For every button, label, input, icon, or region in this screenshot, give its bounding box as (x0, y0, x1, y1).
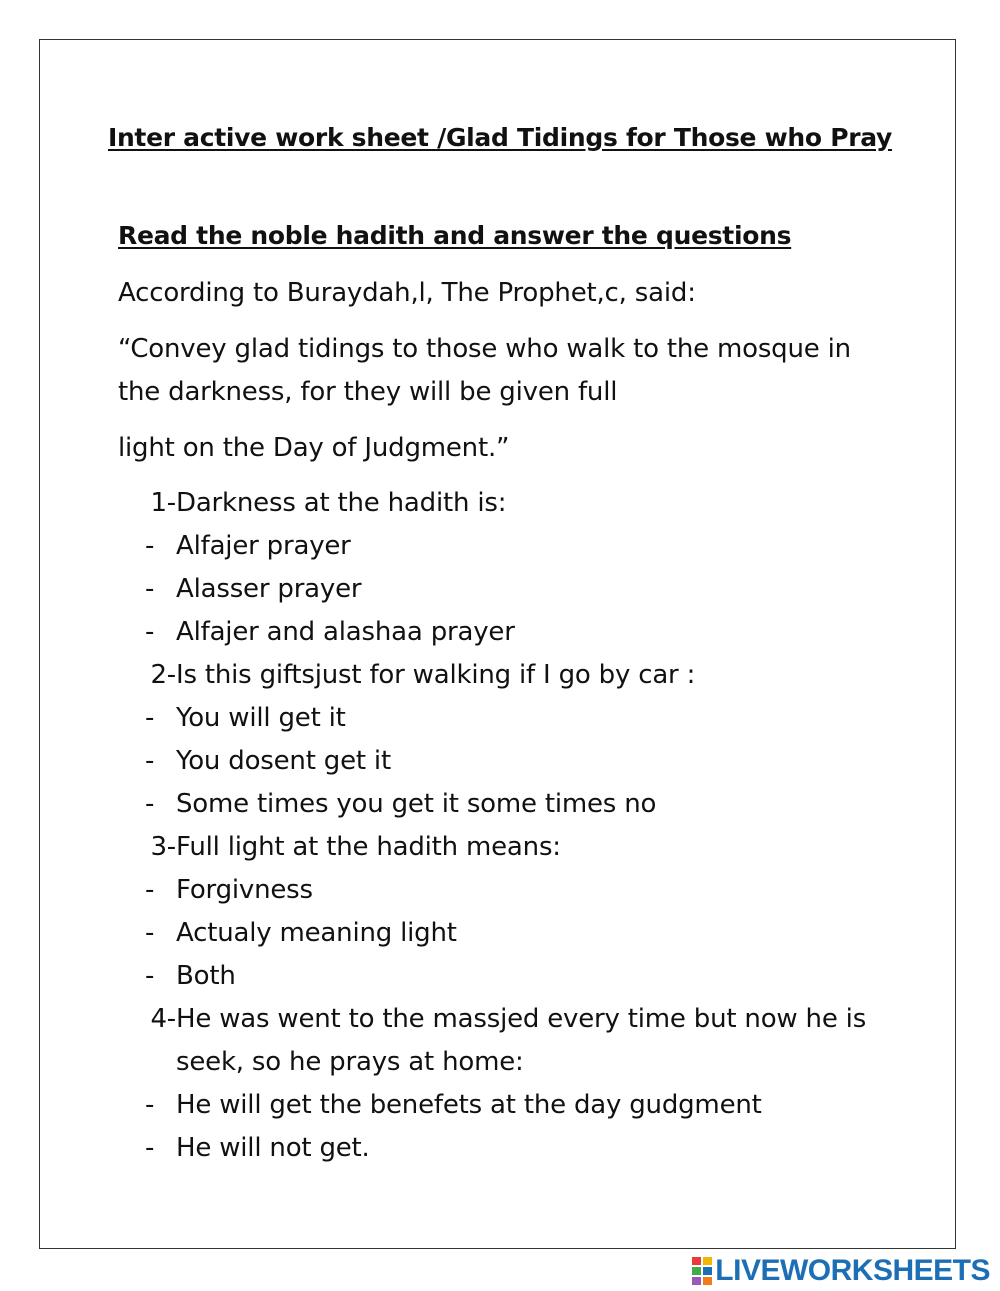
question-number: 2- (150, 660, 176, 690)
answer-option[interactable] (118, 568, 878, 611)
answer-option[interactable] (118, 955, 878, 998)
instruction-heading: Read the noble hadith and answer the questions (118, 221, 792, 250)
option-text: He will get the benefets at the day gudgment (176, 1090, 762, 1120)
option-text: Alfajer and alashaa prayer (176, 617, 515, 647)
option-text: Alfajer prayer (176, 531, 351, 561)
question-text: Full light at the hadith means: (176, 832, 561, 862)
worksheet-title: Inter active work sheet /Glad Tidings for Those who Pray (107, 123, 893, 152)
liveworksheets-footer[interactable] (691, 1254, 990, 1288)
option-text: You will get it (176, 703, 346, 733)
answer-option[interactable] (118, 525, 878, 568)
option-text: Actualy meaning light (176, 918, 457, 948)
question-list (118, 482, 878, 1170)
bullet-dash: - (145, 961, 155, 991)
bullet-dash: - (145, 703, 155, 733)
option-text: Some times you get it some times no (176, 789, 657, 819)
question-2 (118, 654, 878, 697)
answer-option[interactable] (118, 697, 878, 740)
hadith-narrator-line: According to Buraydah,l, The Prophet,c, said: (118, 278, 696, 308)
bullet-dash: - (145, 875, 155, 905)
question-1 (118, 482, 878, 525)
question-text: Darkness at the hadith is: (176, 488, 507, 518)
hadith-text-ending: light on the Day of Judgment.” (118, 433, 510, 463)
bullet-dash: - (145, 918, 155, 948)
answer-option[interactable] (118, 740, 878, 783)
option-text: Forgivness (176, 875, 313, 905)
answer-option[interactable] (118, 1127, 878, 1170)
answer-option[interactable] (118, 1084, 878, 1127)
question-number: 1- (150, 488, 176, 518)
bullet-dash: - (145, 617, 155, 647)
option-text: Alasser prayer (176, 574, 362, 604)
bullet-dash: - (145, 789, 155, 819)
question-text: He was went to the massjed every time but now he is seek, so he prays at home: (176, 1004, 867, 1077)
question-4 (118, 998, 878, 1084)
question-number: 4- (150, 1004, 176, 1034)
liveworksheets-brand: LIVEWORKSHEETS (715, 1254, 990, 1287)
bullet-dash: - (145, 746, 155, 776)
answer-option[interactable] (118, 611, 878, 654)
bullet-dash: - (145, 1133, 155, 1163)
bullet-dash: - (145, 1090, 155, 1120)
option-text: You dosent get it (176, 746, 391, 776)
liveworksheets-logo-icon (691, 1256, 713, 1286)
bullet-dash: - (145, 531, 155, 561)
option-text: He will not get. (176, 1133, 370, 1163)
question-text: Is this giftsjust for walking if I go by car : (176, 660, 696, 690)
bullet-dash: - (145, 574, 155, 604)
answer-option[interactable] (118, 912, 878, 955)
answer-option[interactable] (118, 869, 878, 912)
question-number: 3- (150, 832, 176, 862)
question-3 (118, 826, 878, 869)
option-text: Both (176, 961, 236, 991)
answer-option[interactable] (118, 783, 878, 826)
hadith-text-line: “Convey glad tidings to those who walk to the mosque in the darkness, for they will be given full (118, 334, 851, 407)
